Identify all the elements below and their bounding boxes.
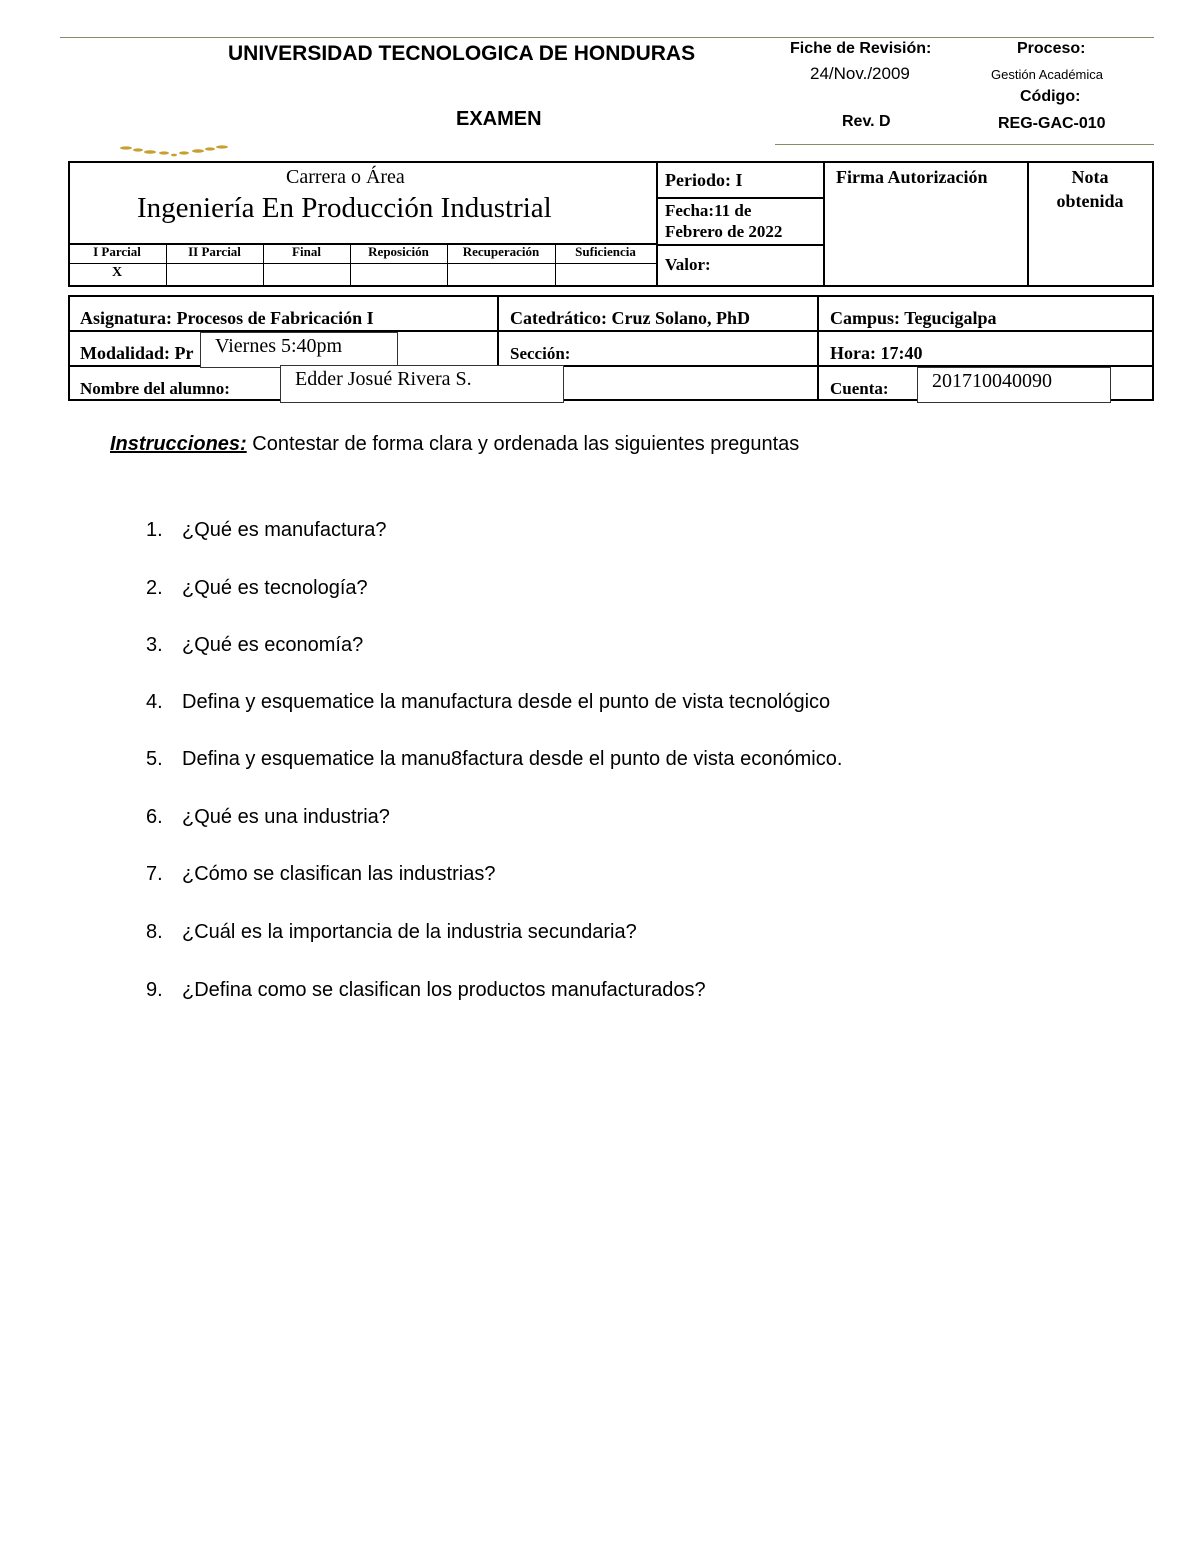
question-item xyxy=(146,691,830,714)
exam-mark-recuperacion[interactable] xyxy=(447,265,555,285)
periodo: Periodo: I xyxy=(665,170,743,190)
instructions xyxy=(110,433,799,456)
exam-title: EXAMEN xyxy=(456,108,542,130)
career-label: Carrera o Área xyxy=(286,166,405,188)
catedratico: Catedrático: Cruz Solano, PhD xyxy=(510,308,750,328)
exam-type-recuperacion: Recuperación xyxy=(462,244,540,259)
exam-mark-i-parcial[interactable]: X xyxy=(111,265,123,280)
career-value: Ingeniería En Producción Industrial xyxy=(137,192,552,224)
question-item xyxy=(146,863,495,886)
question-text: ¿Cómo se clasifican las industrias? xyxy=(182,863,496,885)
exam-type-suficiencia: Suficiencia xyxy=(575,244,636,259)
account-input[interactable]: 201710040090 xyxy=(917,367,1111,403)
asignatura: Asignatura: Procesos de Fabricación I xyxy=(80,308,374,328)
revision-date: 24/Nov./2009 xyxy=(810,64,910,83)
student-name-input[interactable]: Edder Josué Rivera S. xyxy=(280,365,564,403)
form-divider xyxy=(656,244,824,246)
question-text: Defina y esquematice la manu8factura desde el punto de vista económico. xyxy=(182,748,843,770)
question-number: 5. xyxy=(146,748,163,770)
form-divider xyxy=(823,161,825,287)
valor: Valor: xyxy=(665,255,711,274)
firma-autorizacion: Firma Autorización xyxy=(836,167,988,187)
instructions-label: Instrucciones: xyxy=(110,433,247,455)
nota-line1: Nota xyxy=(1071,167,1109,187)
exam-type-final: Final xyxy=(292,244,321,259)
exam-type-reposicion: Reposición xyxy=(368,244,429,259)
question-text: ¿Qué es manufactura? xyxy=(182,519,387,541)
question-item xyxy=(146,921,637,944)
university-title: UNIVERSIDAD TECNOLOGICA DE HONDURAS xyxy=(228,42,696,65)
exam-type-ii-parcial: II Parcial xyxy=(188,244,241,259)
exam-mark-ii-parcial[interactable] xyxy=(166,265,263,285)
question-number: 4. xyxy=(146,691,163,713)
question-text: ¿Cuál es la importancia de la industria secundaria? xyxy=(182,921,637,943)
form-divider xyxy=(656,197,824,199)
exam-mark-final[interactable] xyxy=(263,265,350,285)
question-number: 8. xyxy=(146,921,163,943)
fecha-line1: Fecha:11 de xyxy=(665,201,752,220)
seccion-label: Sección: xyxy=(510,344,571,363)
exam-type-i-parcial: I Parcial xyxy=(93,244,141,259)
header-top-rule xyxy=(60,37,1154,38)
question-number: 1. xyxy=(146,519,163,541)
question-text: Defina y esquematice la manufactura desde el punto de vista tecnológico xyxy=(182,691,831,713)
question-number: 7. xyxy=(146,863,163,885)
campus: Campus: Tegucigalpa xyxy=(830,308,997,328)
question-text: ¿Defina como se clasifican los productos manufacturados? xyxy=(182,979,706,1001)
exam-mark-suficiencia[interactable] xyxy=(555,265,656,285)
revision-rev: Rev. D xyxy=(842,113,891,130)
code-label: Código: xyxy=(1020,88,1081,105)
question-text: ¿Qué es tecnología? xyxy=(182,577,368,599)
process-label: Proceso: xyxy=(1017,40,1086,57)
question-item xyxy=(146,634,363,657)
process-value: Gestión Académica xyxy=(991,67,1104,82)
form-divider xyxy=(656,161,658,287)
instructions-text: Contestar de forma clara y ordenada las siguientes preguntas xyxy=(246,433,800,455)
code-value: REG-GAC-010 xyxy=(998,115,1106,132)
question-number: 9. xyxy=(146,979,163,1001)
question-number: 2. xyxy=(146,577,163,599)
fecha-line2: Febrero de 2022 xyxy=(665,222,783,241)
modalidad-label: Modalidad: Pr xyxy=(80,343,194,363)
exam-mark-reposicion[interactable] xyxy=(350,265,447,285)
nombre-label: Nombre del alumno: xyxy=(80,379,230,398)
modalidad-input[interactable]: Viernes 5:40pm xyxy=(200,332,398,368)
question-item xyxy=(146,519,387,542)
question-item xyxy=(146,806,390,829)
question-item xyxy=(146,748,842,771)
question-text: ¿Qué es una industria? xyxy=(182,806,390,828)
question-text: ¿Qué es economía? xyxy=(182,634,364,656)
revision-label: Fiche de Revisión: xyxy=(790,40,932,57)
exam-type-mid-line xyxy=(68,263,657,264)
info-col-line xyxy=(817,295,819,401)
hora: Hora: 17:40 xyxy=(830,343,923,363)
question-number: 6. xyxy=(146,806,163,828)
header-bottom-rule xyxy=(775,144,1154,145)
question-item xyxy=(146,577,368,600)
question-number: 3. xyxy=(146,634,163,656)
info-col-line xyxy=(497,295,499,366)
university-logo xyxy=(118,142,230,158)
cuenta-label: Cuenta: xyxy=(830,379,889,398)
nota-line2: obtenida xyxy=(1056,191,1124,211)
question-item xyxy=(146,979,706,1002)
